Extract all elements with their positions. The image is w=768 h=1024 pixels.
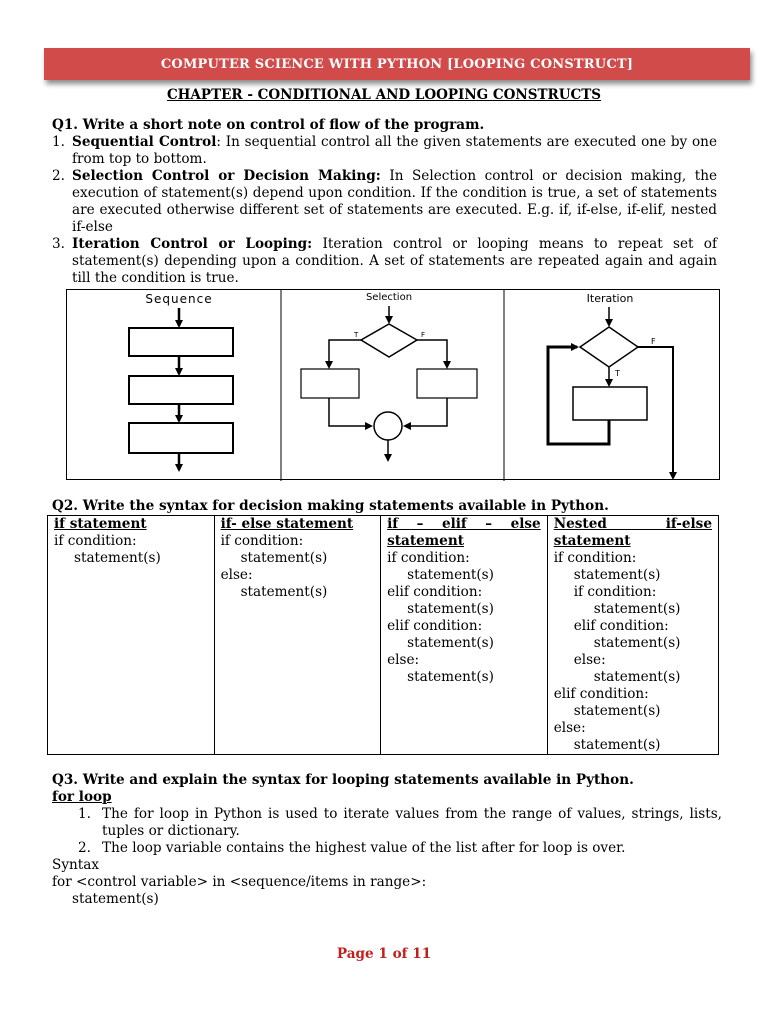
code-line: if condition:: [387, 550, 470, 566]
q1-title: Q1. Write a short note on control of flow of the program.: [52, 117, 485, 133]
item-number: 2.: [78, 840, 91, 856]
for-loop-heading: for loop: [52, 789, 112, 805]
code-line: elif condition:: [573, 618, 669, 634]
code-line: statement(s): [407, 601, 494, 617]
code-line: elif condition:: [387, 618, 483, 634]
item-text: The loop variable contains the highest value of the list after for loop is over.: [102, 840, 626, 856]
item-term: Sequential Control: [72, 134, 217, 150]
table-cell: [214, 516, 381, 755]
item-text: [72, 168, 717, 236]
item-term: Selection Control or Decision Making:: [72, 168, 381, 184]
flow-control-figure: [66, 289, 720, 480]
item-description: In sequential control all the given statements are executed one by one from top to bottom.: [72, 134, 717, 167]
code-line: statement(s): [593, 601, 681, 617]
chapter-heading: [0, 87, 768, 103]
item-number: 2.: [52, 168, 65, 184]
chapter-title: CHAPTER - CONDITIONAL AND LOOPING CONSTRUCTS: [166, 87, 602, 103]
true-branch-box: [301, 369, 359, 398]
item-number: 3.: [52, 236, 65, 252]
q2-title: Q2. Write the syntax for decision making statements available in Python.: [52, 498, 609, 514]
item-text: [72, 236, 717, 287]
item-description: In Selection control or decision making, the execution of statement(s) depend upon condition. If the condition is true, a set of statements are executed otherwise different set of statements are executed. E.g. if, if-else, if-elif, nested if-else: [72, 168, 717, 235]
code-line: else:: [220, 567, 253, 583]
item-text: The for loop in Python is used to iterate values from the range of values, strings, lists, tuples or dictionary.: [102, 806, 722, 839]
decision-diamond: [361, 324, 417, 357]
item-number: 1.: [78, 806, 91, 822]
code-line: if condition:: [220, 533, 304, 549]
list-item: [52, 134, 717, 168]
list-item: [52, 168, 717, 236]
q1-list: [52, 134, 717, 287]
selection-label: Selection: [365, 292, 413, 303]
merge-connector: [374, 412, 402, 440]
code-line: statement(s): [407, 635, 494, 651]
selection-true-label: T: [354, 331, 359, 339]
code-line: else:: [553, 720, 586, 736]
column-heading: Nested if-else statement: [553, 516, 712, 549]
code-line: else:: [387, 652, 420, 668]
code-line: if condition:: [553, 550, 637, 566]
iteration-true-label: T: [615, 369, 620, 378]
code-line: if condition:: [573, 584, 657, 600]
code-line: statement(s): [240, 584, 328, 600]
iteration-false-label: F: [651, 337, 656, 346]
banner-text: COMPUTER SCIENCE WITH PYTHON [LOOPING CONSTRUCT]: [160, 56, 634, 72]
code-line: statement(s): [573, 703, 661, 719]
table-cell: [48, 516, 215, 755]
item-text: [72, 134, 717, 168]
false-branch-box: [417, 369, 477, 398]
q3-title: Q3. Write and explain the syntax for looping statements available in Python.: [52, 772, 634, 788]
column-heading: if – elif – else statement: [387, 516, 541, 549]
syntax-line: for <control variable> in <sequence/items in range>:: [52, 874, 427, 890]
item-number: 1.: [52, 134, 65, 150]
selection-false-label: F: [421, 331, 426, 339]
sequence-flowchart: [129, 292, 233, 470]
sequence-step-box: [129, 376, 233, 404]
title-banner: [44, 48, 750, 80]
sequence-step-box: [129, 328, 233, 356]
code-line: statement(s): [407, 669, 494, 685]
table-cell: [381, 516, 548, 755]
code-line: statement(s): [407, 567, 494, 583]
syntax-label: Syntax: [52, 857, 99, 873]
code-line: else:: [573, 652, 606, 668]
sequence-step-box: [129, 423, 233, 453]
item-separator: :: [216, 134, 222, 150]
code-line: statement(s): [74, 550, 161, 566]
q3-section: [52, 772, 722, 908]
flowchart-diagrams: [67, 290, 721, 481]
iteration-flowchart: [548, 292, 673, 478]
page-number: Page 1 of 11: [336, 946, 432, 962]
code-line: statement(s): [593, 669, 681, 685]
column-heading: if- else statement: [220, 516, 354, 532]
code-line: statement(s): [240, 550, 328, 566]
code-line: if condition:: [54, 533, 137, 549]
table-cell: [547, 516, 718, 755]
code-line: elif condition:: [387, 584, 483, 600]
syntax-body: statement(s): [72, 891, 159, 907]
table-row: [48, 516, 719, 755]
item-description: Iteration control or looping means to repeat set of statement(s) depending upon a condition. A set of statements are repeated again and again till the condition is true.: [72, 236, 717, 286]
code-line: statement(s): [573, 737, 661, 753]
selection-flowchart: [301, 292, 477, 460]
decision-syntax-table: [47, 515, 719, 755]
item-term: Iteration Control or Looping:: [72, 236, 313, 252]
list-item: [52, 806, 722, 840]
list-item: [52, 236, 717, 287]
code-line: elif condition:: [553, 686, 649, 702]
loop-condition-diamond: [580, 327, 638, 367]
code-line: statement(s): [573, 567, 661, 583]
loop-body-box: [573, 387, 647, 420]
iteration-label: Iteration: [586, 292, 634, 305]
column-heading: if statement: [54, 516, 147, 532]
sequence-label: Sequence: [145, 292, 213, 306]
list-item: [52, 840, 722, 857]
q3-list: [52, 806, 722, 857]
code-line: statement(s): [593, 635, 681, 651]
q1-section: [52, 117, 717, 287]
